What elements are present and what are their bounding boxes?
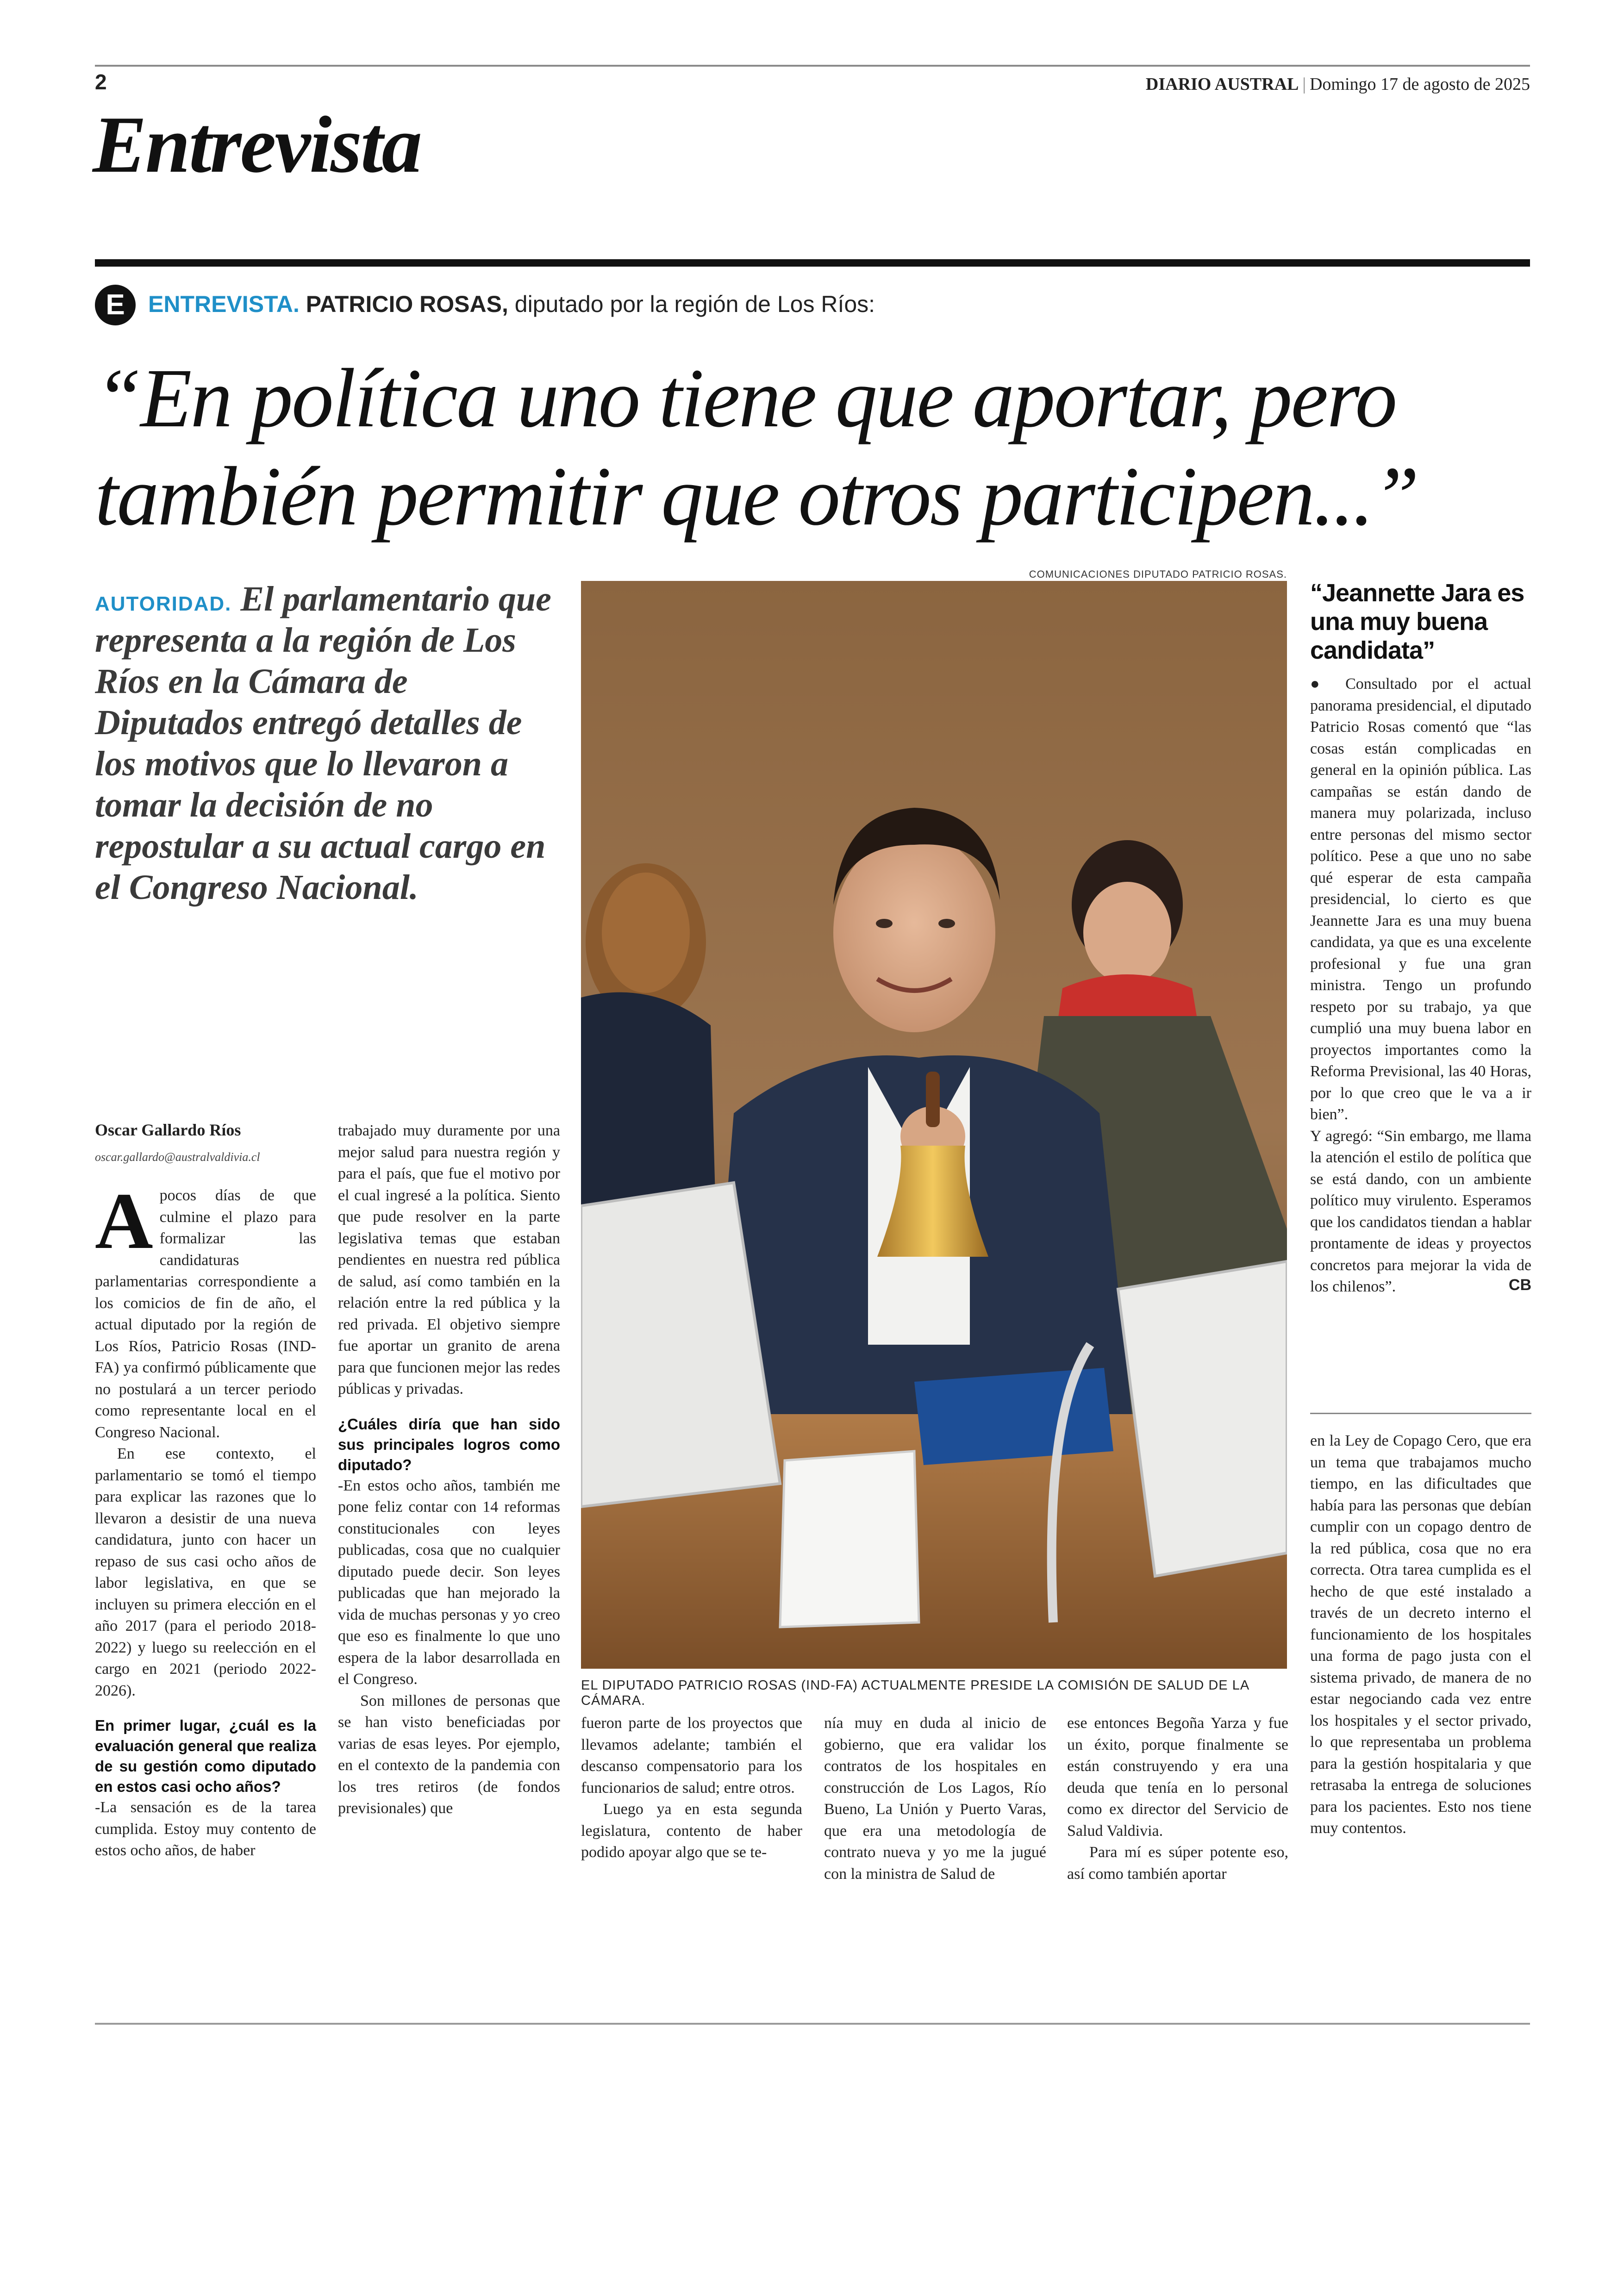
body-column-2 xyxy=(338,1120,560,1820)
end-mark-icon: CB xyxy=(1508,1276,1531,1294)
sidebar-paragraph xyxy=(1310,674,1531,1126)
body-paragraph: fueron parte de los proyectos que llevamos adelante; también el descanso compensatorio para los funcionarios de salud; entre otros. xyxy=(581,1715,802,1796)
body-paragraph: trabajado muy duramente por una mejor salud para nuestra región y para el país, que fue el motivo por el cual ingresé a la política. Siento que pude resolver en la parte legislativa temas que estaban pendientes en nuestra red pública de salud, así como también en la relación entre la red pública y la red privada. El objetivo siempre fue aportar un granito de arena para que funcionen mejor las redes públicas y privadas. xyxy=(338,1122,560,1397)
interview-answer: -En estos ocho años, también me pone feliz contar con 14 reformas constitucionales con leyes publicadas, cosa que no cualquier diputado puede decir. Son leyes publicadas que han mejorado la vida de muchas personas y yo creo que eso es finalmente lo que uno espera de la labor desarrollada en el Congreso. xyxy=(338,1477,560,1688)
masthead-separator: | xyxy=(1302,75,1306,94)
photo-credit: COMUNICACIONES DIPUTADO PATRICIO ROSAS. xyxy=(1029,568,1287,580)
kicker xyxy=(148,291,875,318)
interview-question: ¿Cuáles diría que han sido sus principales logros como diputado? xyxy=(338,1415,560,1473)
body-paragraph xyxy=(95,1176,316,1443)
page-number: 2 xyxy=(95,70,107,94)
kicker-label: ENTREVISTA. xyxy=(148,291,300,317)
lead-paragraph xyxy=(95,579,562,908)
body-paragraph: en la Ley de Copago Cero, que era un tema que trabajamos mucho tiempo, en las dificultades que había para las personas que debían cumplir con un copago dentro de la red pública, cosa que no era correcta. Otra tarea cumplida es el hecho de que esté instalado a través de un decreto interno el funcionamiento de los hospitales una forma de pago justa con el sistema privado, de manera de no estar negociando cada vez entre los hospitales y el sector privado, lo que representaba un problema para la gestión hospitalaria y que retrasaba la entrega de soluciones para los pacientes. Esto nos tiene muy contentos. xyxy=(1310,1432,1531,1837)
lead-tag: AUTORIDAD. xyxy=(95,592,232,615)
body-column-4 xyxy=(824,1713,1046,1885)
body-paragraph: Luego ya en esta segunda legislatura, contento de haber podido apoyar algo que se te- xyxy=(581,1801,802,1861)
byline-email: oscar.gallardo@australvaldivia.cl xyxy=(95,1150,260,1164)
body-paragraph: nía muy en duda al inicio de gobierno, que era validar los contratos de los hospitales en construcción de Los Lagos, Río Bueno, La Unión y Puerto Varas, que era una metodología de contrato nueva y yo me la jugué con la ministra de Salud de xyxy=(824,1715,1046,1883)
photo-caption: EL DIPUTADO PATRICIO ROSAS (IND-FA) ACTUALMENTE PRESIDE LA COMISIÓN DE SALUD DE LA CÁMARA. xyxy=(581,1678,1249,1708)
body-column-1 xyxy=(95,1176,316,1862)
lead-text: El parlamentario que representa a la región de Los Ríos en la Cámara de Diputados entregó detalles de los motivos que lo llevaron a tomar la decisión de no repostular a su actual cargo en el Congreso Nacional. xyxy=(95,580,551,907)
body-paragraph: En ese contexto, el parlamentario se tomó el tiempo para explicar las razones que lo llevaron a desistir de una nueva candidatura, junto con hacer un repaso de sus casi ocho años de labor legislativa, en que se incluyen su primera elección en el año 2017 (para el periodo 2018-2022) y luego su reelección en el cargo en 2021 (periodo 2022-2026). xyxy=(95,1445,316,1699)
bullet-icon: ● xyxy=(1310,675,1331,692)
publication-name: DIARIO AUSTRAL xyxy=(1145,75,1299,94)
byline-name: Oscar Gallardo Ríos xyxy=(95,1121,241,1139)
bottom-rule xyxy=(95,2023,1530,2025)
drop-cap: A xyxy=(95,1176,153,1266)
body-column-6 xyxy=(1310,1430,1531,1840)
body-column-5 xyxy=(1067,1713,1288,1885)
body-paragraph: ese entonces Begoña Yarza y fue un éxito, porque finalmente se están construyendo y era una deuda que tenía en lo personal como ex director del Servicio de Salud Valdivia. xyxy=(1067,1715,1288,1840)
publication-date: Domingo 17 de agosto de 2025 xyxy=(1309,75,1530,94)
sidebar-paragraph-2: Y agregó: “Sin embargo, me llama la atención el estilo de política que se está dando, con un ambiente político muy virulento. Esperamos que los candidatos tiendan a hablar prontamente de ideas y proyectos concretos para mejorar la vida de los chilenos”. xyxy=(1310,1127,1531,1295)
kicker-role: diputado por la región de Los Ríos: xyxy=(514,291,875,317)
section-badge-icon: E xyxy=(95,285,136,325)
sidebar-paragraph xyxy=(1310,1126,1531,1298)
sidebar-body xyxy=(1310,674,1531,1298)
headline: “En política uno tiene que aportar, pero también permitir que otros participen...” xyxy=(95,352,1418,543)
main-photo xyxy=(581,581,1287,1669)
sidebar-divider xyxy=(1310,1413,1531,1414)
kicker-name: PATRICIO ROSAS, xyxy=(306,291,508,317)
top-rule xyxy=(95,65,1530,67)
section-title: Entrevista xyxy=(93,100,421,189)
sidebar-headline: “Jeannette Jara es una muy buena candidata” xyxy=(1310,579,1524,664)
sidebar-paragraph-1: Consultado por el actual panorama presidencial, el diputado Patricio Rosas comentó que “las cosas están complicadas en general en la opinión pública. Las campañas se están dando de manera muy polarizada, incluso entre personas del mismo sector político. Pese a que uno no sabe qué esperar de esta campaña presidencial, lo cierto es que Jeannette Jara es una muy buena candidata, ya que es una excelente profesional y fue una gran ministra. Tengo un profundo respeto por su trabajo, ya que cumplió una muy buena labor en proyectos importantes como la Reforma Previsional, las 40 Horas, por lo que creo que le va a ir bien”. xyxy=(1310,675,1531,1123)
body-paragraph: Para mí es súper potente eso, así como también aportar xyxy=(1067,1844,1288,1883)
body-column-3 xyxy=(581,1713,802,1864)
photo-illustration xyxy=(581,581,1287,1669)
body-text: pocos días de que culmine el plazo para formalizar las candidaturas parlamentarias correspondiente a los comicios de fin de año, el actual diputado por la región de Los Ríos, Patricio Rosas (IND-FA) ya confirmó públicamente que no postulará a un tercer periodo como representante local en el Congreso Nacional. xyxy=(95,1187,316,1441)
interview-answer: -La sensación es de la tarea cumplida. Estoy muy contento de estos ocho años, de haber xyxy=(95,1799,316,1859)
body-paragraph: Son millones de personas que se han visto beneficiadas por varias de esas leyes. Por ejemplo, en el contexto de la pandemia con los tres retiros (de fondos previsionales) que xyxy=(338,1692,560,1817)
section-rule xyxy=(95,259,1530,267)
masthead xyxy=(1146,74,1530,94)
interview-question: En primer lugar, ¿cuál es la evaluación general que realiza de su gestión como diputado en estos casi ocho años? xyxy=(95,1717,316,1795)
